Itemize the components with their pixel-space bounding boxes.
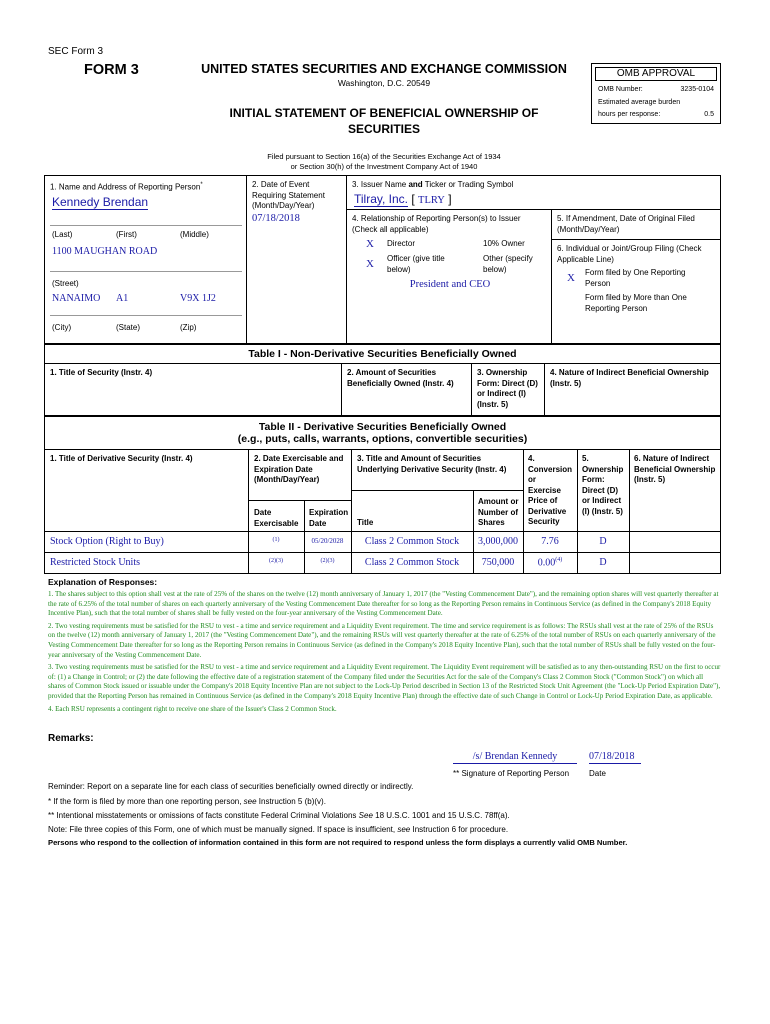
- filed-pursuant-line-2: or Section 30(h) of the Investment Company Act of 1940: [290, 162, 478, 171]
- table-2-col-dates: [254, 454, 343, 486]
- first-label: (First): [116, 230, 137, 239]
- signature-date-label: Date: [589, 769, 606, 778]
- table-2-col-underlying-2: Underlying Derivative Security (Instr. 4): [357, 464, 507, 474]
- issuer-name-ticker: [354, 192, 452, 206]
- one-person-label: [585, 268, 686, 289]
- one-person-label-2: Person: [585, 278, 611, 288]
- table-2-title: [44, 421, 721, 445]
- box3-label-post: Ticker or Trading Symbol: [422, 180, 514, 189]
- omb-hours-label: hours per response:: [598, 111, 661, 118]
- table-1-col-title: 1. Title of Security (Instr. 4): [50, 368, 153, 377]
- street-address: 1100 MAUGHAN ROAD: [52, 246, 158, 257]
- table-2-col-ownership-5: or Indirect: [582, 496, 622, 505]
- sub-amount-2: Number of: [478, 507, 518, 517]
- sub-expiration-2: Date: [309, 518, 327, 528]
- table-2-title-2: (e.g., puts, calls, warrants, options, convertible securities): [237, 433, 528, 445]
- explanation-notes: [48, 590, 721, 714]
- more-person-label-1: Form filed by More than One: [585, 293, 687, 302]
- form-number: FORM 3: [84, 62, 139, 78]
- ticker-bracket-close: ]: [448, 192, 452, 206]
- omb-approval-box: [591, 63, 721, 124]
- table-row-2-amount: 750,000: [481, 557, 515, 568]
- box2-label-1: 2. Date of Event: [252, 180, 310, 189]
- state-label: (State): [116, 323, 141, 332]
- one-person-checkmark[interactable]: X: [567, 272, 575, 284]
- footer-instruction-2: [48, 811, 510, 820]
- table-row-2-exercisable: (2)(3): [269, 558, 283, 564]
- table-row-2-title: Class 2 Common Stock: [364, 557, 460, 568]
- table-2-col-conversion-3: or: [528, 475, 536, 484]
- table-row-1-title: Class 2 Common Stock: [364, 536, 460, 547]
- table-1-col-amount-2: Beneficially Owned (Instr. 4): [347, 378, 454, 388]
- last-label: (Last): [52, 230, 73, 239]
- table-1-col-ownership-4: (Instr. 5): [477, 399, 509, 409]
- footer-instruction-2-pre: ** Intentional misstatements or omissions of facts constitute Federal Criminal Violations: [48, 811, 359, 820]
- zip-label: (Zip): [180, 323, 197, 332]
- table-2-col-nature-2: Beneficial Ownership: [634, 464, 716, 474]
- officer-label: [387, 254, 445, 275]
- table-2-col-nature-1: 6. Nature of Indirect: [634, 454, 710, 463]
- table-2-col-underlying: [357, 454, 506, 475]
- sub-expiration-1: Expiration: [309, 508, 349, 517]
- table-2-col-dates-1: 2. Date Exercisable and: [254, 454, 344, 463]
- table-2-col-ownership: [582, 454, 623, 517]
- table-row-2-price: [523, 557, 577, 568]
- table-row-1-form: D: [599, 536, 607, 547]
- table-2-col-conversion-2: Conversion: [528, 464, 573, 474]
- footer-reminder: Reminder: Report on a separate line for each class of securities beneficially owned directly or indirectly.: [48, 782, 414, 791]
- zip-value: V9X 1J2: [180, 293, 216, 304]
- table-1-col-ownership-3: or Indirect (I): [477, 389, 526, 398]
- explanation-note-4: 4. Each RSU represents a contingent right to receive one share of the Issuer's Class 2 Common Stock.: [48, 704, 337, 713]
- commission-location: Washington, D.C. 20549: [337, 78, 431, 88]
- table-2-col-conversion: [528, 454, 572, 528]
- box3-label-and: and: [408, 180, 423, 189]
- reporting-person-name[interactable]: [52, 195, 148, 209]
- explanation-note-3: 3. Two vesting requirements must be satisfied for the RSU to vest - a time and service requirement and a Liquidity Event requirement. The Liquidity Event requirement will be satisfied as to any then-outstanding RSU on the first to occur of: (1) a Change in Control; or (2) the date following the effective date of a registration statement of the Company filed under the Securities Act for the sale of the Company's Class 2 Common Stock ("Common Stock") on which all shares of Common Stock issued or issuable under the Company's 2018 Equity Incentive Plan are not subject to the Lock-Up Period described in Section 13 of the Restricted Stock Unit Agreement (the "Lock-Up Period Expiration Date"), provided that the Reporting Person has remained in Continuous Service (as defined in the Company's 2018 Equity Incentive Plan) through the effective date of such Change in Control or Lock-Up Period Expiration Date, as applicable.: [48, 663, 721, 700]
- commission-title: UNITED STATES SECURITIES AND EXCHANGE COMMISSION: [201, 62, 567, 76]
- table-2-sub-title: Title: [357, 518, 374, 527]
- table-1-col-ownership-1: 3. Ownership: [477, 368, 528, 377]
- footer-instruction-3-see: see: [397, 825, 411, 834]
- ticker-bracket-open: [: [411, 192, 415, 206]
- table-2-col-underlying-1: 3. Title and Amount of Securities: [357, 454, 482, 463]
- city-value: NANAIMO: [52, 293, 101, 304]
- footer-instruction-1-post: Instruction 5 (b)(v).: [256, 797, 326, 806]
- remarks-heading: Remarks:: [48, 733, 94, 744]
- table-row-2-security: Restricted Stock Units: [50, 557, 140, 568]
- table-row-2-expiration: (2)(3): [320, 558, 335, 564]
- box3-label-pre: 3. Issuer Name: [352, 180, 409, 189]
- statement-title: [184, 105, 584, 137]
- table-2-col-ownership-6: (I) (Instr. 5): [582, 506, 623, 516]
- table-2-title-1: Table II - Derivative Securities Beneficially Owned: [258, 421, 507, 433]
- box3-label: [352, 180, 513, 191]
- officer-title: President and CEO: [409, 279, 491, 290]
- table-2-col-dates-2: Expiration Date: [254, 464, 313, 474]
- omb-title: OMB APPROVAL: [595, 67, 717, 81]
- issuer-name-link[interactable]: Tilray, Inc.: [354, 192, 409, 206]
- event-date: 07/18/2018: [252, 213, 300, 224]
- statement-title-line-1: INITIAL STATEMENT OF BENEFICIAL OWNERSHIP OF: [229, 106, 539, 120]
- state-value: A1: [116, 293, 129, 304]
- omb-number-value: 3235-0104: [680, 86, 714, 93]
- table-row-2-form: D: [599, 557, 607, 568]
- ticker-symbol: TLRY: [418, 195, 445, 206]
- box6-label-1: 6. Individual or Joint/Group Filing (Check: [557, 244, 702, 253]
- table-1-col-amount-1: 2. Amount of Securities: [347, 368, 437, 377]
- box1-label: [50, 180, 203, 193]
- one-person-label-1: Form filed by One Reporting: [585, 268, 686, 277]
- table-2-col-ownership-1: 5.: [582, 454, 589, 463]
- box6-label: [557, 244, 702, 265]
- table-row-2-price-note: (4): [555, 557, 563, 563]
- footer-instruction-1-see: see: [243, 797, 257, 806]
- table-2-col-ownership-3: Form:: [582, 475, 605, 484]
- box5-label: [557, 214, 695, 235]
- other-label: [483, 254, 533, 275]
- table-2-col-conversion-7: Security: [528, 517, 560, 526]
- sub-amount-3: Shares: [478, 518, 505, 527]
- table-row-1-amount: 3,000,000: [478, 536, 518, 547]
- statement-title-line-2: SECURITIES: [347, 122, 420, 136]
- more-person-label: [585, 293, 687, 314]
- box2-label-3: (Month/Day/Year): [252, 201, 315, 210]
- officer-checkmark[interactable]: X: [366, 258, 374, 270]
- officer-label-1: Officer (give title: [387, 254, 445, 263]
- explanation-note-2: 2. Two vesting requirements must be satisfied for the RSU to vest - a time and service requirement and a Liquidity Event requirement. The time and service requirement is as follows: The RSUs shall vest at the rate of 25% of the RSUs on the twelve (12) month anniversary of January 1, 2017 (the "Vesting Commencement Date"), and the remaining RSUs will vest quarterly thereafter at the rate of 6.25% of the total number of RSUs on each quarterly anniversary of the Vesting Commencement Date thereafter for so long as the Reporting Person remains in Continuous Service (as defined in the Company's 2018 Equity Incentive Plan), such that the total number of RSUs shall be fully vested on the four-year anniversary of the Vesting Commencement Date.: [48, 621, 716, 659]
- table-1-col-nature-2: (Instr. 5): [550, 378, 582, 388]
- footer-instruction-3-pre: Note: File three copies of this Form, one of which must be manually signed. If space is insufficient,: [48, 825, 398, 834]
- officer-label-2: below): [387, 264, 411, 274]
- table-2-col-dates-3: (Month/Day/Year): [254, 475, 320, 484]
- table-2-col-ownership-2: Ownership: [582, 464, 624, 474]
- table-row-1-exercisable: (1): [272, 537, 280, 543]
- box4-label: [352, 214, 521, 235]
- footer-instruction-1: [48, 797, 326, 806]
- filed-pursuant-line-1: Filed pursuant to Section 16(a) of the Securities Exchange Act of 1934: [267, 152, 501, 161]
- table-1-col-nature: [550, 368, 709, 389]
- table-2-col-title: 1. Title of Derivative Security (Instr. 4): [50, 454, 193, 463]
- signature-label: ** Signature of Reporting Person: [453, 769, 570, 778]
- table-2-sub-date-exercisable: [254, 508, 298, 529]
- box2-label: [252, 180, 325, 212]
- footer-omb-notice: Persons who respond to the collection of information contained in this form are not required to respond unless the form displays a currently valid OMB Number.: [48, 838, 628, 847]
- table-row-1-price: 7.76: [541, 536, 559, 547]
- table-2-col-conversion-6: Derivative: [528, 506, 567, 516]
- reporting-person-name-link[interactable]: Kennedy Brendan: [52, 195, 149, 209]
- omb-hours-value: 0.5: [704, 111, 714, 118]
- director-checkmark[interactable]: X: [366, 238, 374, 250]
- table-2-col-conversion-1: 4.: [528, 454, 535, 463]
- table-2-col-nature: [634, 454, 715, 486]
- box2-label-2: Requiring Statement: [252, 190, 325, 200]
- street-label: (Street): [52, 279, 79, 288]
- signature-date: 07/18/2018: [589, 751, 641, 764]
- box5-label-1: 5. If Amendment, Date of Original Filed: [557, 214, 695, 223]
- table-1-col-nature-1: 4. Nature of Indirect Beneficial Ownership: [550, 368, 709, 377]
- box4-label-2: (Check all applicable): [352, 224, 429, 234]
- signature-value: /s/ Brendan Kennedy: [453, 751, 577, 764]
- table-1-col-ownership-2: Form: Direct (D): [477, 378, 538, 388]
- director-label: Director: [387, 239, 416, 248]
- table-1-col-amount: [347, 368, 454, 389]
- box1-asterisk: *: [200, 182, 203, 188]
- middle-label: (Middle): [180, 230, 209, 239]
- sub-date-exercisable-2: Exercisable: [254, 518, 299, 528]
- table-2-col-conversion-5: Price of: [528, 496, 558, 505]
- table-row-1-expiration: 05/20/2028: [311, 537, 344, 545]
- footer-instruction-1-pre: * If the form is filed by more than one reporting person,: [48, 797, 244, 806]
- box1-label-text: 1. Name and Address of Reporting Person: [50, 182, 201, 192]
- filed-pursuant: [184, 152, 584, 172]
- other-label-1: Other (specify: [483, 254, 533, 263]
- footer-instruction-3: [48, 825, 508, 834]
- more-person-label-2: Reporting Person: [585, 303, 648, 313]
- footer-instruction-2-see: See: [358, 811, 373, 820]
- table-1-title: Table I - Non-Derivative Securities Beneficially Owned: [248, 348, 517, 360]
- city-label: (City): [52, 323, 72, 332]
- explanation-note-1: 1. The shares subject to this option shall vest at the rate of 25% of the shares on the twelve (12) month anniversary of January 1, 2017 (the "Vesting Commencement Date"), and the remaining option shares will vest quarterly thereafter at the rate of 6.25% of the total number of shares on each quarterly anniversary of the Vesting Commencement Date thereafter for so long as the Reporting Person remains in Continuous Service (as defined in the Company's 2018 Equity Incentive Plan), such that the total number of shares shall be fully vested on the four-year anniversary of the Vesting Commencement Date.: [48, 590, 719, 618]
- table-row-2-price-value: 0.00: [537, 557, 556, 569]
- table-2-col-conversion-4: Exercise: [528, 485, 561, 495]
- sec-form-label: SEC Form 3: [48, 46, 104, 57]
- box6-label-2: Applicable Line): [557, 254, 614, 264]
- ten-percent-owner-label: 10% Owner: [483, 239, 525, 248]
- table-2-sub-expiration: [309, 508, 348, 529]
- footer-instruction-2-post: 18 U.S.C. 1001 and 15 U.S.C. 78ff(a).: [372, 811, 510, 820]
- footer-instruction-3-post: Instruction 6 for procedure.: [410, 825, 509, 834]
- sub-amount-1: Amount or: [478, 497, 519, 506]
- sub-date-exercisable-1: Date: [254, 508, 272, 517]
- box4-label-1: 4. Relationship of Reporting Person(s) to Issuer: [352, 214, 521, 223]
- table-2-col-nature-3: (Instr. 5): [634, 475, 666, 484]
- box5-label-2: (Month/Day/Year): [557, 224, 620, 234]
- omb-number-label: OMB Number:: [598, 86, 643, 93]
- table-2-col-ownership-4: Direct (D): [582, 485, 619, 495]
- table-1-col-ownership: [477, 368, 538, 410]
- table-row-1-security: Stock Option (Right to Buy): [50, 536, 164, 547]
- table-2-sub-amount: [478, 497, 518, 529]
- other-label-2: below): [483, 264, 507, 274]
- omb-burden-label: Estimated average burden: [598, 99, 681, 106]
- explanation-heading: Explanation of Responses:: [48, 577, 158, 587]
